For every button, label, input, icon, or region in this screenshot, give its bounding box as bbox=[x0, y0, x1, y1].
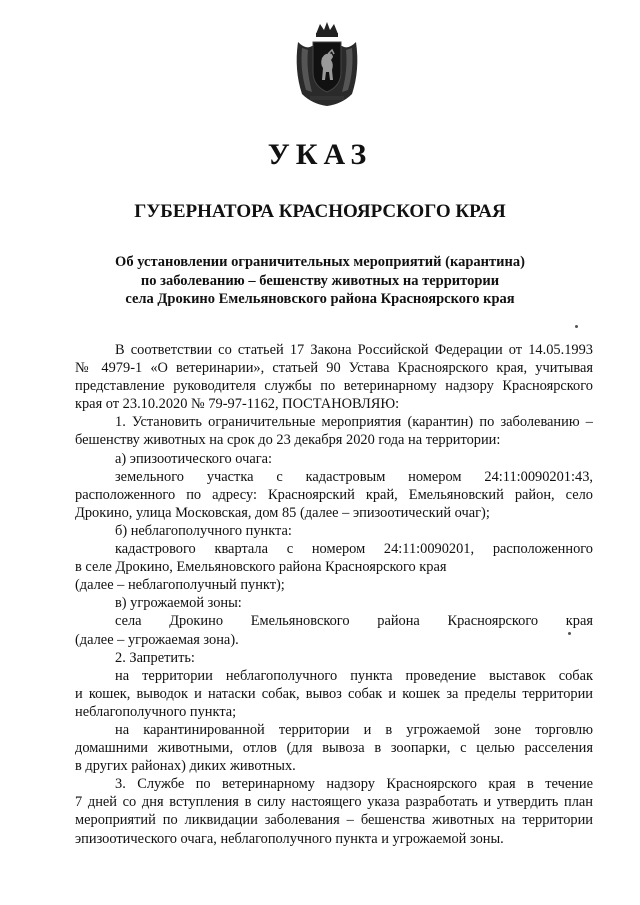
clause-2-label: 2. Запретить: bbox=[115, 649, 195, 666]
clause-2-line: домашними животными, отлов (для вывоза в зоопарки, с целью расселения bbox=[75, 740, 593, 757]
item-b-line: в селе Дрокино, Емельяновского района Красноярского края bbox=[75, 559, 447, 576]
subject-line: Об установлении ограничительных мероприятий (карантина) bbox=[115, 254, 525, 270]
decree-body bbox=[75, 341, 593, 848]
clause-3-line: эпизоотического очага, неблагополучного пункта и угрожаемой зоны. bbox=[75, 830, 504, 847]
clause-2-line: и кошек, выводок и натаски собак, вывоз собак и кошек за пределы территории bbox=[75, 685, 593, 702]
item-c-line: села Дрокино Емельяновского района Красноярского края bbox=[115, 613, 593, 630]
preamble-line: № 4979-1 «О ветеринарии», статьей 90 Устава Красноярского края, учитывая bbox=[75, 360, 593, 377]
item-a-line: расположенного по адресу: Красноярский край, Емельяновский район, село bbox=[75, 486, 593, 503]
clause-3-line: 3. Службе по ветеринарному надзору Красноярского края в течение bbox=[115, 776, 593, 793]
scan-speck bbox=[575, 325, 578, 328]
subject-line: по заболеванию – бешенству животных на территории bbox=[140, 272, 500, 289]
clause-2-line: в других районах) диких животных. bbox=[75, 758, 296, 775]
document-title: УКАЗ bbox=[267, 138, 373, 171]
clause-3-line: 7 дней со дня вступления в силу настоящего указа разработать и утвердить план bbox=[75, 794, 593, 811]
preamble-line: В соответствии со статьей 17 Закона Российской Федерации от 14.05.1993 bbox=[115, 342, 593, 358]
item-c-line: (далее – угрожаемая зона). bbox=[75, 631, 239, 648]
clause-2-line: на территории неблагополучного пункта проведение выставок собак bbox=[115, 667, 593, 684]
decree-subject bbox=[0, 253, 640, 309]
item-b-label: б) неблагополучного пункта: bbox=[115, 522, 292, 539]
clause-2-line: неблагополучного пункта; bbox=[75, 703, 237, 720]
scan-speck bbox=[568, 632, 571, 635]
preamble-line: представление руководителя службы по ветеринарному надзору Красноярского bbox=[75, 378, 593, 395]
subject-line: села Дрокино Емельяновского района Красноярского края bbox=[125, 291, 515, 307]
item-a-line: Дрокино, улица Московская, дом 85 (далее – эпизоотический очаг); bbox=[75, 504, 490, 521]
clause-1-line: бешенству животных на срок до 23 декабря 2020 года на территории: bbox=[75, 432, 501, 449]
clause-2-line: на карантинированной территории и в угрожаемой зоне торговлю bbox=[115, 721, 593, 738]
item-b-line: (далее – неблагополучный пункт); bbox=[75, 577, 285, 594]
clause-3-line: мероприятий по ликвидации заболевания – бешенства животных на территории bbox=[75, 812, 593, 829]
item-a-label: а) эпизоотического очага: bbox=[115, 450, 273, 467]
item-a-line: земельного участка с кадастровым номером 24:11:0090201:43, bbox=[115, 468, 593, 485]
coat-of-arms-icon bbox=[292, 20, 362, 108]
item-b-line: кадастрового квартала с номером 24:11:0090201, расположенного bbox=[115, 541, 593, 558]
clause-1-line: 1. Установить ограничительные мероприятия (карантин) по заболеванию – bbox=[115, 414, 593, 431]
preamble-line: края от 23.10.2020 № 79-97-1162, ПОСТАНОВЛЯЮ: bbox=[75, 396, 400, 413]
issuing-authority: ГУБЕРНАТОРА КРАСНОЯРСКОГО КРАЯ bbox=[134, 201, 506, 222]
item-c-label: в) угрожаемой зоны: bbox=[115, 595, 242, 612]
